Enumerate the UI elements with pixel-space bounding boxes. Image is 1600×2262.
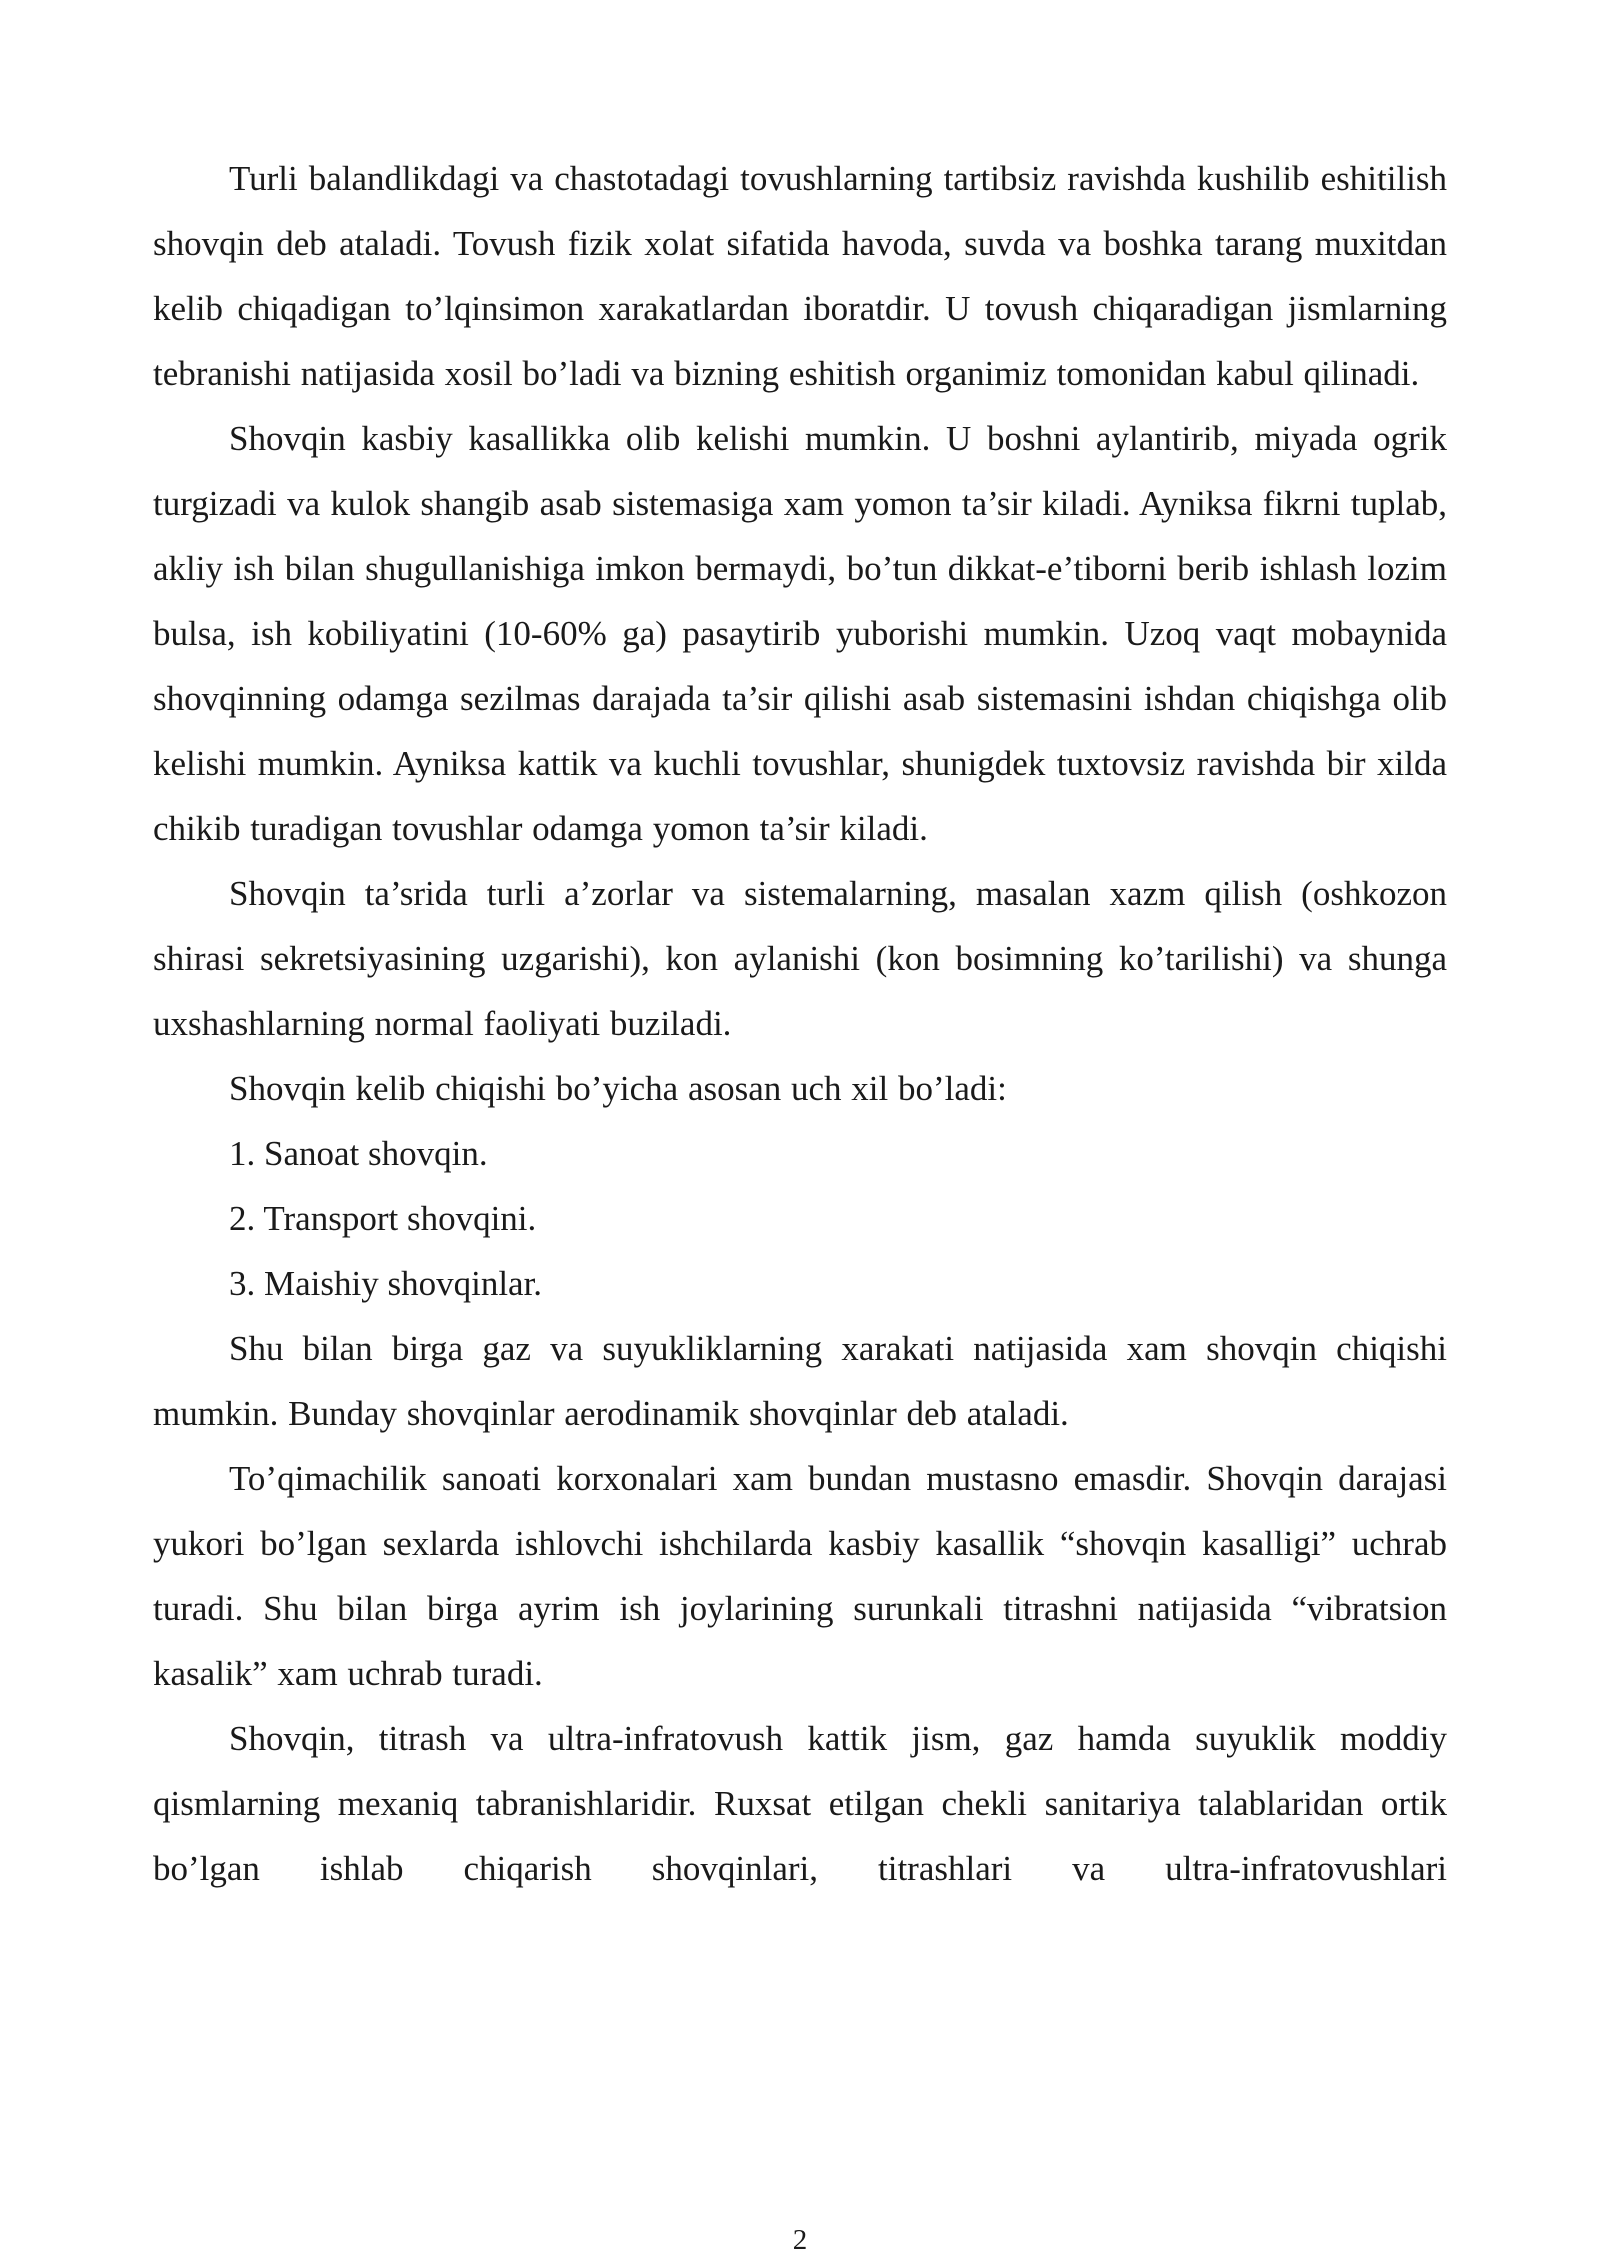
page-number: 2 <box>792 2224 808 2256</box>
paragraph-vibration-infrasound: Shovqin, titrash va ultra-infratovush kattik jism, gaz hamda suyuklik moddiy qismlarning mexaniq tabranishlaridir. Ruxsat etilgan chekli sanitariya talablaridan ortik bo’lgan ishlab chiqarish shovqinlari, titrashlari va ultra-infratovushlari <box>153 1719 1447 1888</box>
paragraph-organ-effects: Shovqin ta’srida turli a’zorlar va sistemalarning, masalan xazm qilish (oshkozon shirasi sekretsiyasining uzgarishi), kon aylanishi (kon bosimning ko’tarilishi) va shunga uxshashlarning normal faoliyati buziladi. <box>153 874 1447 1043</box>
noise-types-list <box>153 1121 1447 1316</box>
list-item: 2. Transport shovqini. <box>229 1199 537 1238</box>
list-item: 3. Maishiy shovqinlar. <box>229 1264 543 1303</box>
document-page <box>153 146 1447 1901</box>
paragraph-noise-types-intro: Shovqin kelib chiqishi bo’yicha asosan uch xil bo’ladi: <box>229 1069 1007 1108</box>
paragraph-occupational-disease: Shovqin kasbiy kasallikka olib kelishi mumkin. U boshni aylantirib, miyada ogrik turgizadi va kulok shangib asab sistemasiga xam yomon ta’sir kiladi. Ayniksa fikrni tuplab, akliy ish bilan shugullanishiga imkon bermaydi, bo’tun dikkat-e’tiborni berib ishlash lozim bulsa, ish kobiliyatini (10-60% ga) pasaytirib yuborishi mumkin. Uzoq vaqt mobaynida shovqinning odamga sezilmas darajada ta’sir qilishi asab sistemasini ishdan chiqishga olib kelishi mumkin. Ayniksa kattik va kuchli tovushlar, shunigdek tuxtovsiz ravishda bir xilda chikib turadigan tovushlar odamga yomon ta’sir kiladi. <box>153 419 1447 848</box>
paragraph-aerodynamic-noise: Shu bilan birga gaz va suyukliklarning xarakati natijasida xam shovqin chiqishi mumkin. Bunday shovqinlar aerodinamik shovqinlar deb ataladi. <box>153 1329 1447 1433</box>
paragraph-textile-industry: To’qimachilik sanoati korxonalari xam bundan mustasno emasdir. Shovqin darajasi yukori bo’lgan sexlarda ishlovchi ishchilarda kasbiy kasallik “shovqin kasalligi” uchrab turadi. Shu bilan birga ayrim ish joylarining surunkali titrashni natijasida “vibratsion kasalik” xam uchrab turadi. <box>153 1459 1447 1693</box>
paragraph-noise-definition: Turli balandlikdagi va chastotadagi tovushlarning tartibsiz ravishda kushilib eshitilish shovqin deb ataladi. Tovush fizik xolat sifatida havoda, suvda va boshka tarang muxitdan kelib chiqadigan to’lqinsimon xarakatlardan iboratdir. U tovush chiqaradigan jismlarning tebranishi natijasida xosil bo’ladi va bizning eshitish organimiz tomonidan kabul qilinadi. <box>153 159 1447 393</box>
list-item: 1. Sanoat shovqin. <box>229 1134 488 1173</box>
